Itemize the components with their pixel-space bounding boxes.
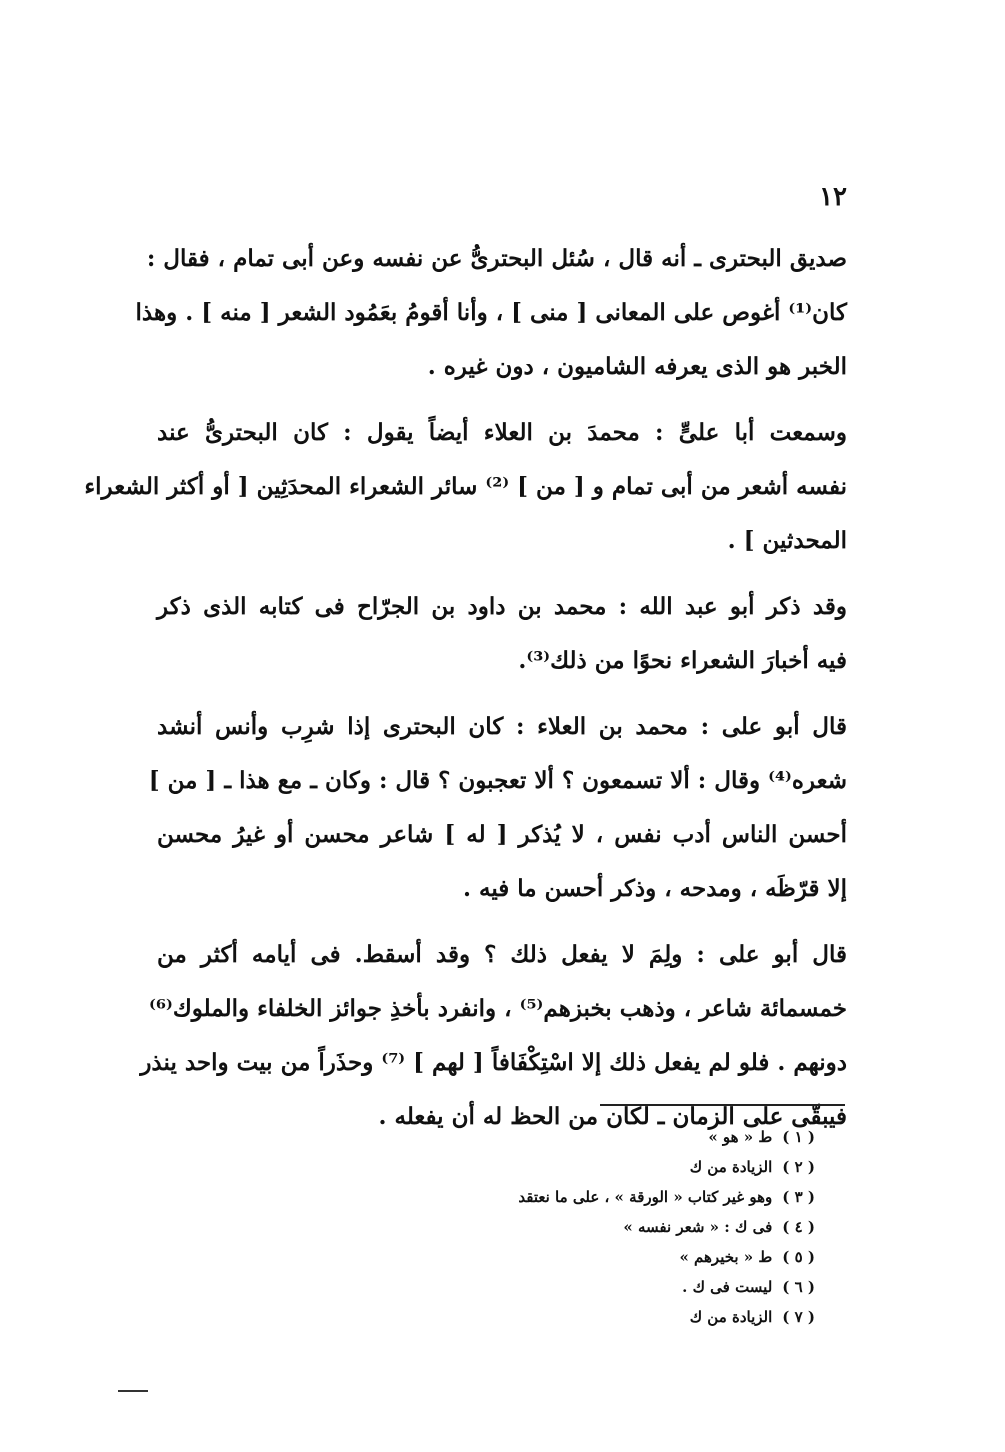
text-line: قال أبو على : محمد بن العلاء : كان البحترى إذا شرِب وأنس أنشد xyxy=(157,713,847,740)
footnote-divider xyxy=(600,1104,845,1106)
text-line: وسمعت أبا علىٍّ : محمدَ بن العلاء أيضاً يقول : كان البحترىُّ عند xyxy=(157,419,847,446)
text-line: صديق البحترى ـ أنه قال ، سُئل البحترىُّ عن نفسه وعن أبى تمام ، فقال : xyxy=(146,245,847,272)
footnote-number: ( ١ ) xyxy=(782,1128,815,1146)
text-line: دونهم . فلو لم يفعل ذلك إلا اسْتِكْفَافاً [ لهم ] ⁽⁷⁾ وحذَراً من بيت واحد ينذر xyxy=(140,1049,847,1076)
page-number: ١٢ xyxy=(819,182,847,212)
footnote-number: ( ٢ ) xyxy=(782,1158,815,1176)
footnote-number: ( ٧ ) xyxy=(782,1308,815,1326)
footnote-number: ( ٦ ) xyxy=(782,1278,815,1296)
text-line: قال أبو على : ولِمَ لا يفعل ذلك ؟ وقد أسقط. فى أيامه أكثر من xyxy=(157,941,847,968)
text-line: فيه أخبارَ الشعراء نحوًا من ذلك⁽³⁾. xyxy=(518,647,847,674)
text-line: شعره⁽⁴⁾ وقال : ألا تسمعون ؟ ألا تعجبون ؟ قال : وكان ـ مع هذا ـ [ من ] xyxy=(148,767,847,794)
text-line: فيبقّى على الزمان ـ لكان من الحظ له أن يفعله . xyxy=(378,1103,847,1130)
paragraph xyxy=(157,580,847,688)
footnote-number: ( ٥ ) xyxy=(782,1248,815,1266)
footnote-text: ط « بخيرهم » xyxy=(679,1248,773,1266)
text-line: المحدثين ] . xyxy=(727,527,847,554)
paragraph xyxy=(140,928,847,1144)
scan-edge-mark xyxy=(118,1390,148,1392)
footnote-text: فى ك : « شعر نفسه » xyxy=(623,1218,773,1236)
footnote xyxy=(415,1122,815,1152)
paragraph xyxy=(84,406,847,568)
footnote-text: وهو غير كتاب « الورقة » ، على ما نعتقد xyxy=(518,1188,773,1206)
footnote-text: ط « هو » xyxy=(708,1128,773,1146)
text-line: خمسمائة شاعر ، وذهب بخبزهم⁽⁵⁾ ، وانفرد بأخذِ جوائز الخلفاء والملوك⁽⁶⁾ xyxy=(149,995,847,1022)
text-line: الخبر هو الذى يعرفه الشاميون ، دون غيره . xyxy=(427,353,847,380)
footnote xyxy=(415,1242,815,1272)
paragraph xyxy=(135,232,847,394)
text-line: وقد ذكر أبو عبد الله : محمد بن داود بن الجرّاح فى كتابه الذى ذكر xyxy=(157,593,847,620)
footnotes xyxy=(415,1122,815,1332)
text-line: كان⁽¹⁾ أغوص على المعانى [ منى ] ، وأنا أقومُ بعَمُود الشعر [ منه ] . وهذا xyxy=(135,299,847,326)
main-text xyxy=(84,232,847,1144)
text-line: نفسه أشعر من أبى تمام و [ من ] ⁽²⁾ سائر الشعراء المحدَثِين [ أو أكثر الشعراء xyxy=(84,473,847,500)
text-line: إلا قرّظَه ، ومدحه ، وذكر أحسن ما فيه . xyxy=(462,875,847,902)
footnote xyxy=(415,1152,815,1182)
footnote-text: الزيادة من ك xyxy=(689,1308,773,1326)
footnote-text: ليست فى ك . xyxy=(682,1278,773,1296)
footnote xyxy=(415,1272,815,1302)
footnote xyxy=(415,1302,815,1332)
text-line: أحسن الناس أدب نفس ، لا يُذكر [ له ] شاعر محسن أو غيرُ محسن xyxy=(157,821,847,848)
footnote-number: ( ٤ ) xyxy=(782,1218,815,1236)
footnote-number: ( ٣ ) xyxy=(782,1188,815,1206)
paragraph xyxy=(148,700,847,916)
footnote xyxy=(415,1182,815,1212)
footnote-text: الزيادة من ك xyxy=(689,1158,773,1176)
footnote xyxy=(415,1212,815,1242)
